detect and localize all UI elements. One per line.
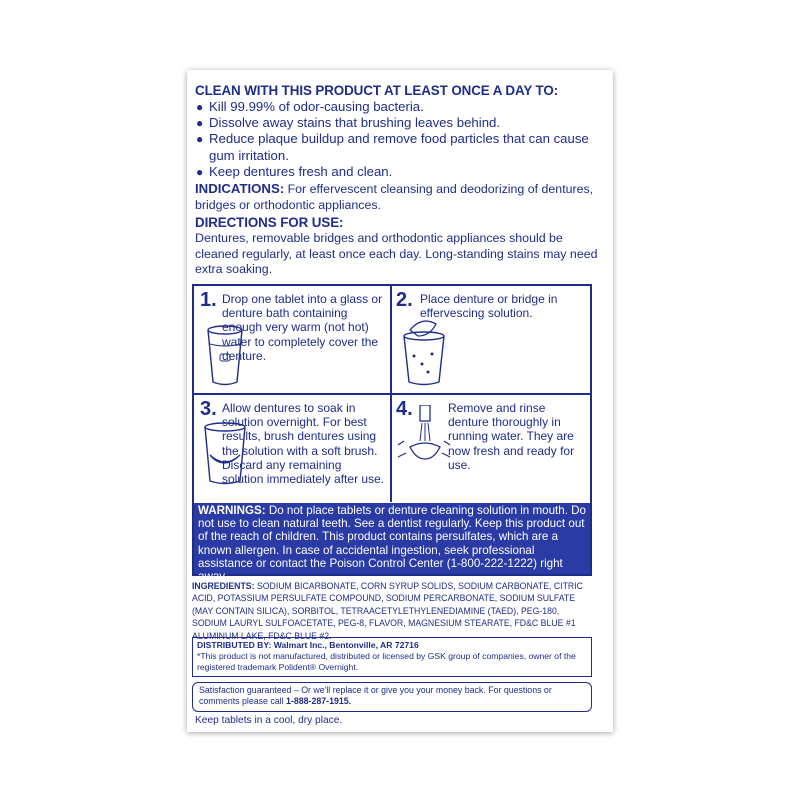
step-number: 3. [200, 398, 217, 420]
benefit-item: ● Reduce plaque buildup and remove food particles that can cause gum irritation. [196, 131, 589, 163]
benefit-item: ● Keep dentures fresh and clean. [196, 163, 393, 179]
trademark-note: *This product is not manufactured, distributed or licensed by GSK group of companies, owner of the registered trademark Polident® Overnight. [197, 651, 576, 672]
satisfaction-text: Satisfaction guaranteed – Or we'll replace it or give you your money back. For questions or comments please call [199, 685, 552, 706]
step-number: 1. [200, 289, 217, 311]
distributor-box [192, 637, 592, 677]
indications-text: For effervescent cleansing and deodorizing of dentures, bridges or orthodontic appliances. [195, 182, 594, 212]
distributor-text: Walmart Inc., Bentonville, AR 72716 [273, 640, 419, 650]
step-1 [194, 286, 390, 393]
step-4 [392, 395, 590, 501]
warnings-text: Do not place tablets or denture cleaning solution in mouth. Do not use to clean natural teeth. See a dentist regularly. Keep this product out of the reach of children. This product contains persulfates, which are a known allergen. In case of accidental ingestion, seek professional assistance or contact the Poison Control Center (1-800-222-1222) right away. [198, 504, 586, 584]
bullet-icon: ● [196, 164, 204, 179]
step-number: 2. [396, 289, 413, 311]
warnings-box [194, 503, 590, 584]
indications-label: INDICATIONS: [195, 181, 285, 197]
step-text: Place denture or bridge in effervescing solution. [420, 292, 558, 321]
directions-heading: DIRECTIONS FOR USE: [195, 215, 344, 231]
directions-intro: Dentures, removable bridges and orthodontic appliances should be cleaned regularly, at least once each day. Long-standing stains may need extra soaking. [195, 231, 598, 277]
bullet-icon: ● [196, 116, 204, 131]
glass-with-tablet-icon [206, 324, 244, 388]
denture-soaking-icon [202, 421, 248, 487]
directions-steps-grid [192, 284, 592, 584]
label-content [195, 83, 603, 278]
step-text: Drop one tablet into a glass or denture bath containing enough very warm (not hot) water to completely cover the denture. [222, 292, 383, 363]
phone-number: 1-888-287-1915. [286, 696, 352, 706]
ingredients-label: INGREDIENTS: [192, 580, 255, 591]
step-number: 4. [396, 398, 413, 420]
benefit-item: ● Dissolve away stains that brushing leaves behind. [196, 115, 501, 131]
main-heading: CLEAN WITH THIS PRODUCT AT LEAST ONCE A DAY TO: [195, 83, 559, 98]
benefit-list [195, 99, 603, 180]
step-3 [194, 395, 390, 501]
step-text: Remove and rinse denture thoroughly in running water. They are now fresh and ready for use. [448, 401, 575, 472]
bullet-icon: ● [196, 132, 204, 147]
warnings-label: WARNINGS: [198, 504, 266, 517]
ingredients-text: SODIUM BICARBONATE, CORN SYRUP SOLIDS, SODIUM CARBONATE, CITRIC ACID, POTASSIUM PERSULFATE COMPOUND, SODIUM PERCARBONATE, SODIUM SULFATE (MAY CONTAIN SILICA), SORBITOL, TETRAACETYLETHYLENEDIAMINE (TAED), PEG-180, SODIUM LAURYL SULFOACETATE, PEG-8, FLAVOR, MAGNESIUM STEARATE, FD&C BLUE #1 ALUMINUM LAKE, FD&C BLUE #2. [192, 580, 583, 641]
indications [195, 181, 603, 213]
storage-note: Keep tablets in a cool, dry place. [195, 715, 343, 726]
product-label-panel [187, 70, 613, 732]
denture-in-glass-icon [400, 316, 448, 388]
step-2 [392, 286, 590, 393]
rinse-denture-icon [394, 405, 452, 469]
ingredients [192, 580, 592, 642]
satisfaction-box [192, 682, 592, 712]
bullet-icon: ● [196, 100, 204, 114]
benefit-item: ● Kill 99.99% of odor-causing bacteria. [196, 99, 424, 114]
distributor-label: DISTRIBUTED BY: [197, 640, 272, 650]
distributor-line [197, 640, 587, 651]
step-text: Allow dentures to soak in solution overnight. For best results, brush dentures using the solution with a soft brush. Discard any remaining solution immediately after use. [222, 401, 385, 487]
